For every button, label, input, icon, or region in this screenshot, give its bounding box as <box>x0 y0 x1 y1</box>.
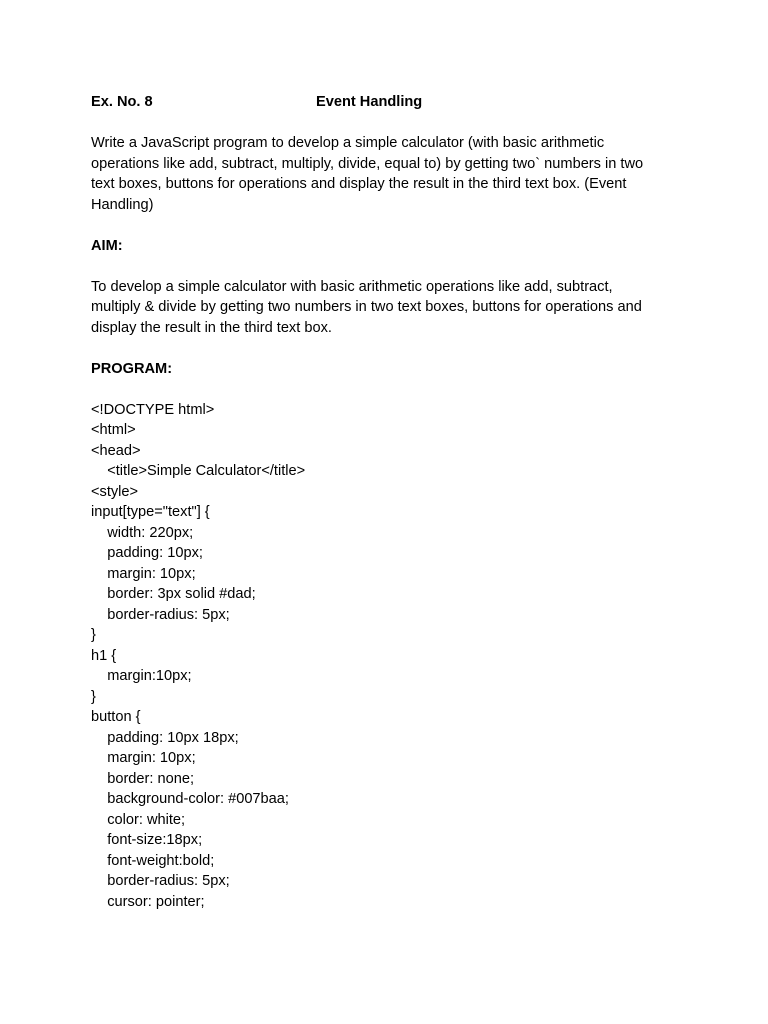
code-line: background-color: #007baa; <box>91 791 289 807</box>
code-line: button { <box>91 709 141 725</box>
code-line: } <box>91 688 96 705</box>
code-line: width: 220px; <box>91 524 194 541</box>
code-line: margin: 10px; <box>91 750 196 766</box>
code-line: border-radius: 5px; <box>91 873 230 889</box>
aim-paragraph <box>91 277 691 339</box>
code-line: <!DOCTYPE html> <box>91 401 215 418</box>
program-heading: PROGRAM: <box>91 360 173 377</box>
code-line: color: white; <box>91 811 186 828</box>
exercise-title: Event Handling <box>316 94 423 110</box>
code-line: cursor: pointer; <box>91 893 205 910</box>
code-line: border: 3px solid #dad; <box>91 586 256 602</box>
code-line: padding: 10px; <box>91 545 203 561</box>
aim-line: display the result in the third text box. <box>91 319 332 336</box>
code-line: border-radius: 5px; <box>91 606 230 623</box>
program-code-block <box>91 400 691 913</box>
code-line: margin: 10px; <box>91 565 196 582</box>
code-line: font-weight:bold; <box>91 852 215 869</box>
code-line: padding: 10px 18px; <box>91 729 239 746</box>
code-line: <head> <box>91 442 141 459</box>
aim-line: multiply & divide by getting two numbers in two text boxes, buttons for operations and <box>91 299 642 315</box>
code-line: <style> <box>91 483 139 500</box>
code-line: } <box>91 627 96 643</box>
code-line: font-size:18px; <box>91 832 203 848</box>
code-line: border: none; <box>91 770 195 787</box>
code-line: <title>Simple Calculator</title> <box>91 463 306 479</box>
exercise-heading <box>91 92 691 113</box>
question-paragraph <box>91 133 691 215</box>
question-line: operations like add, subtract, multiply, divide, equal to) by getting two` numbers in two <box>91 155 644 172</box>
exercise-number: Ex. No. 8 <box>91 94 153 110</box>
code-line: margin:10px; <box>91 668 192 684</box>
code-line: input[type="text"] { <box>91 504 210 520</box>
aim-line: To develop a simple calculator with basic arithmetic operations like add, subtract, <box>91 278 613 295</box>
document-page <box>91 92 691 912</box>
question-line: text boxes, buttons for operations and display the result in the third text box. (Event <box>91 176 627 192</box>
question-line: Write a JavaScript program to develop a simple calculator (with basic arithmetic <box>91 135 605 151</box>
code-line: h1 { <box>91 647 117 664</box>
question-line: Handling) <box>91 196 154 213</box>
code-line: <html> <box>91 422 136 438</box>
aim-heading: AIM: <box>91 237 123 254</box>
